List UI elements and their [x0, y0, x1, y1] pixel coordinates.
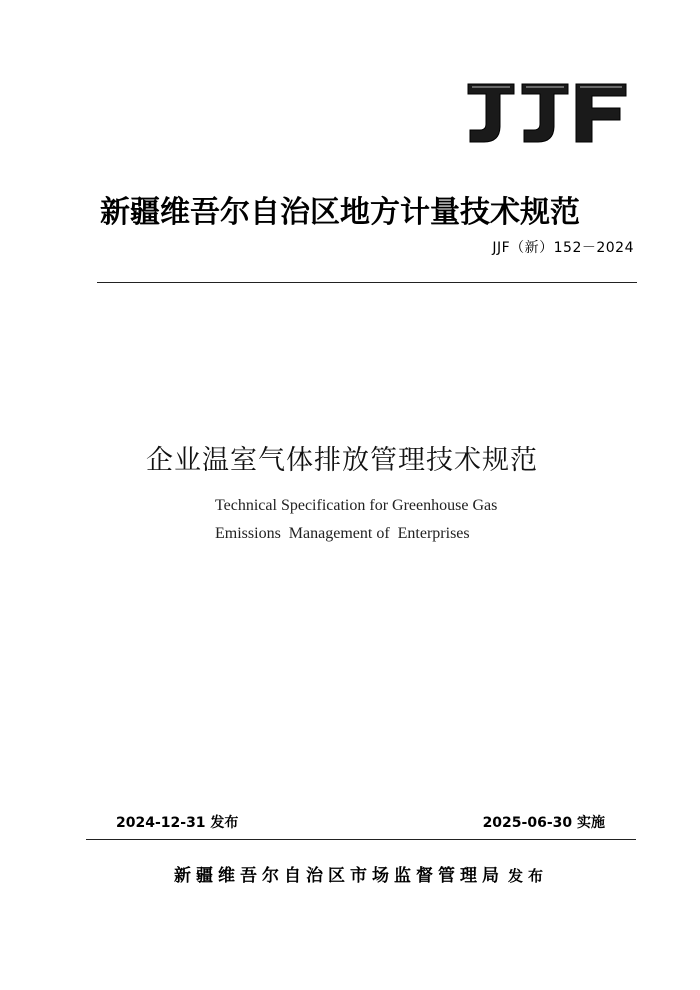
implementation-date: 2025-06-30 实施 [482, 815, 605, 831]
jjf-logo-icon [464, 80, 630, 146]
logo-text [464, 146, 465, 147]
main-title: 企业温室气体排放管理技术规范 [146, 445, 538, 476]
english-title [215, 492, 497, 548]
top-divider [97, 282, 637, 283]
english-title-line-1: Technical Specification for Greenhouse Gas [215, 497, 498, 514]
english-title-line-2: Emissions Management of Enterprises [215, 525, 470, 542]
org-title: 新疆维吾尔自治区地方计量技术规范 [100, 195, 580, 230]
issue-date: 2024-12-31 发布 [116, 815, 239, 831]
publisher-suffix: 发布 [508, 867, 549, 885]
publisher [174, 861, 548, 886]
document-number: JJF（新）152－2024 [492, 240, 634, 256]
publisher-name: 新疆维吾尔自治区市场监督管理局 [174, 866, 504, 886]
bottom-divider [86, 839, 636, 840]
